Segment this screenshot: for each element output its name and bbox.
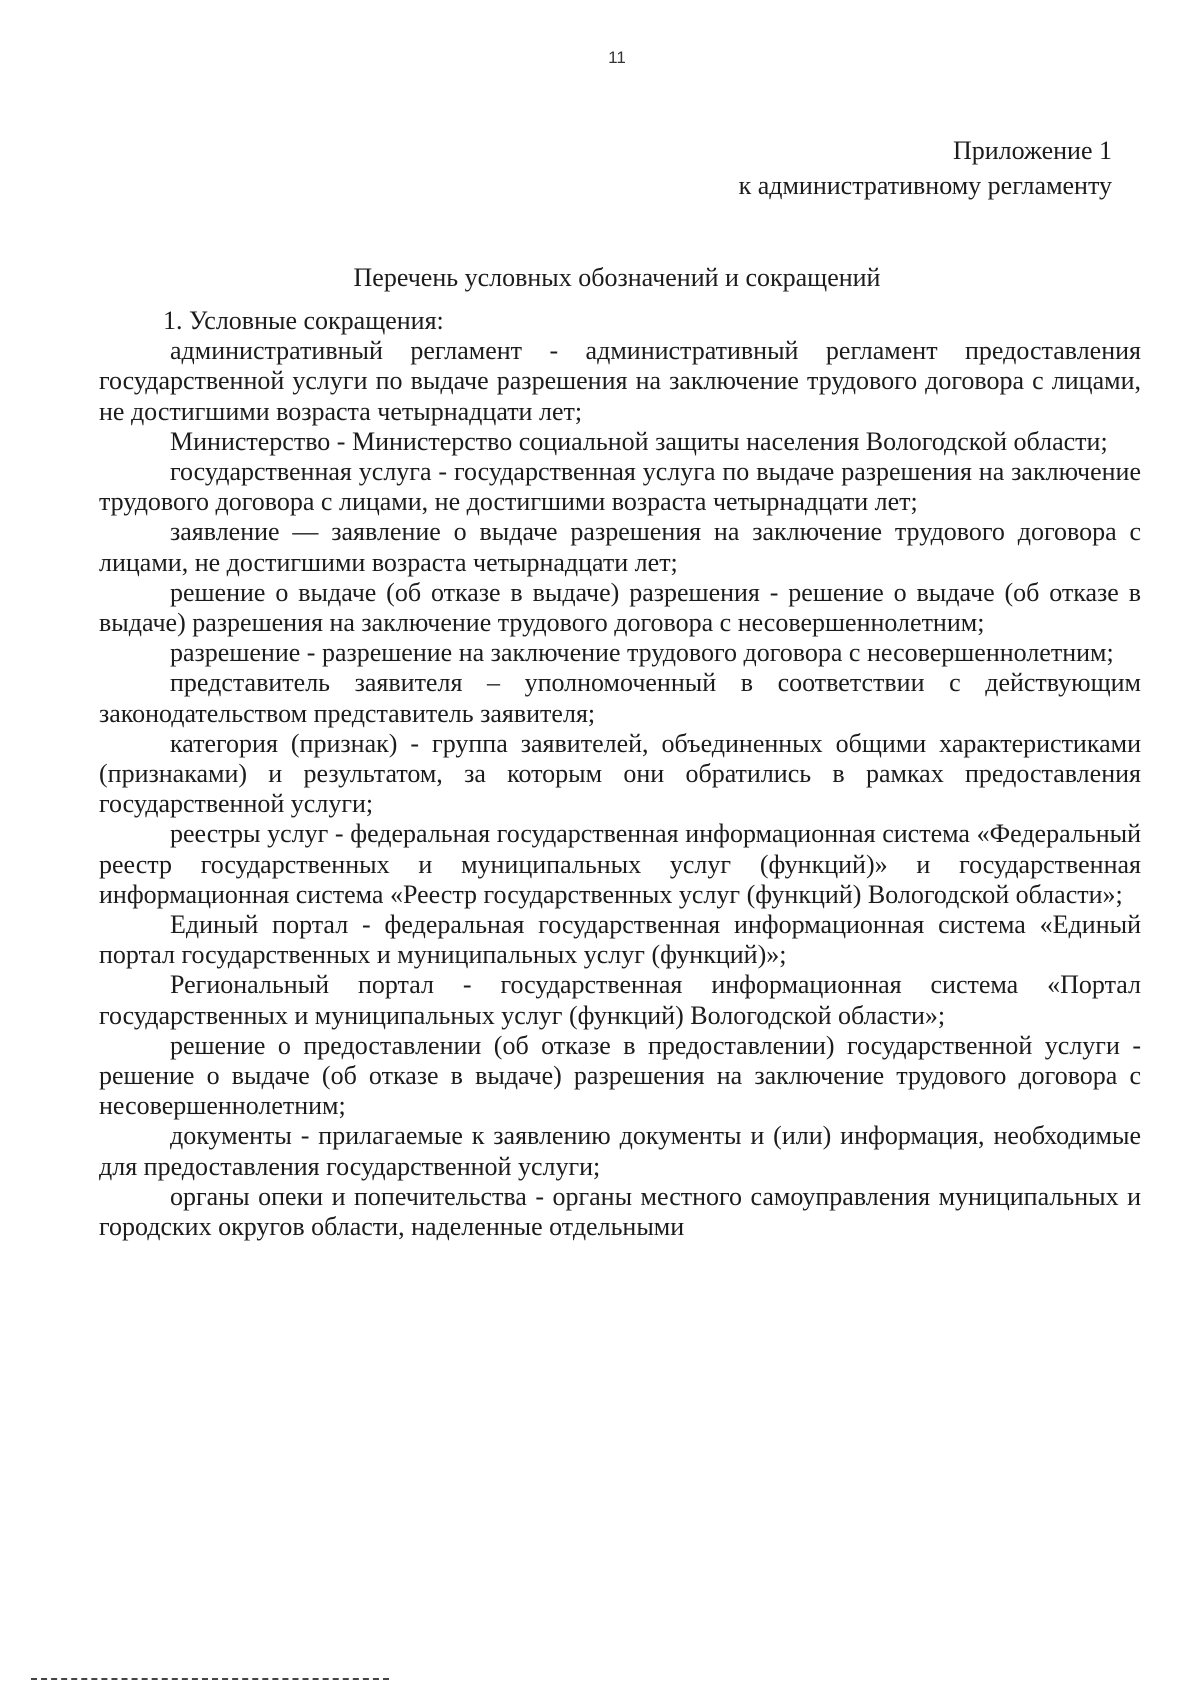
definition-paragraph: документы - прилагаемые к заявлению документы и (или) информация, необходимые для предоставления государственной услуги; — [99, 1121, 1141, 1181]
section-heading: 1. Условные сокращения: — [163, 306, 444, 335]
definition-paragraph: заявление — заявление о выдаче разрешения на заключение трудового договора с лицами, не достигшими возраста четырнадцати лет; — [99, 517, 1141, 577]
definition-paragraph: решение о предоставлении (об отказе в предоставлении) государственной услуги - решение о выдаче (об отказе в выдаче) разрешения на заключение трудового договора с несовершеннолетним; — [99, 1030, 1141, 1121]
document-title: Перечень условных обозначений и сокращений — [353, 263, 881, 292]
definition-paragraph: государственная услуга - государственная услуга по выдаче разрешения на заключение трудового договора с лицами, не достигшими возраста четырнадцати лет; — [99, 457, 1141, 517]
definition-paragraph: представитель заявителя – уполномоченный в соответствии с действующим законодательством представитель заявителя; — [99, 668, 1141, 728]
definition-paragraph: решение о выдаче (об отказе в выдаче) разрешения - решение о выдаче (об отказе в выдаче) разрешения на заключение трудового договора с несовершеннолетним; — [99, 577, 1141, 638]
definition-paragraph: категория (признак) - группа заявителей, объединенных общими характеристиками (признаками) и результатом, за которым они обратились в рамках предоставления государственной услуги; — [99, 728, 1141, 819]
definition-paragraph: органы опеки и попечительства - органы местного самоуправления муниципальных и городских округов области, наделенные отдельными — [99, 1181, 1141, 1242]
definition-paragraph: Единый портал - федеральная государственная информационная система «Единый портал государственных и муниципальных услуг (функций)»; — [99, 910, 1141, 970]
appendix-line-1: Приложение 1 — [952, 136, 1112, 165]
appendix-heading — [739, 133, 1112, 203]
definition-paragraph: Министерство - Министерство социальной защиты населения Вологодской области; — [170, 426, 1108, 456]
definition-paragraph: реестры услуг - федеральная государственная информационная система «Федеральный реестр государственных и муниципальных услуг (функций)» и государственная информационная система «Реестр государственных услуг (функций) Вологодской области»; — [99, 819, 1141, 909]
document-body — [99, 306, 1141, 1242]
appendix-line-2: к административному регламенту — [738, 171, 1112, 200]
definition-paragraph: Региональный портал - государственная информационная система «Портал государственных и муниципальных услуг (функций) Вологодской области»; — [99, 970, 1141, 1030]
page-number: 11 — [608, 48, 626, 67]
footer-rule — [31, 1678, 389, 1680]
definition-paragraph: разрешение - разрешение на заключение трудового договора с несовершеннолетним; — [170, 638, 1114, 668]
definition-paragraph: административный регламент - административный регламент предоставления государственной услуги по выдаче разрешения на заключение трудового договора с лицами, не достигшими возраста четырнадцати лет; — [99, 336, 1141, 426]
